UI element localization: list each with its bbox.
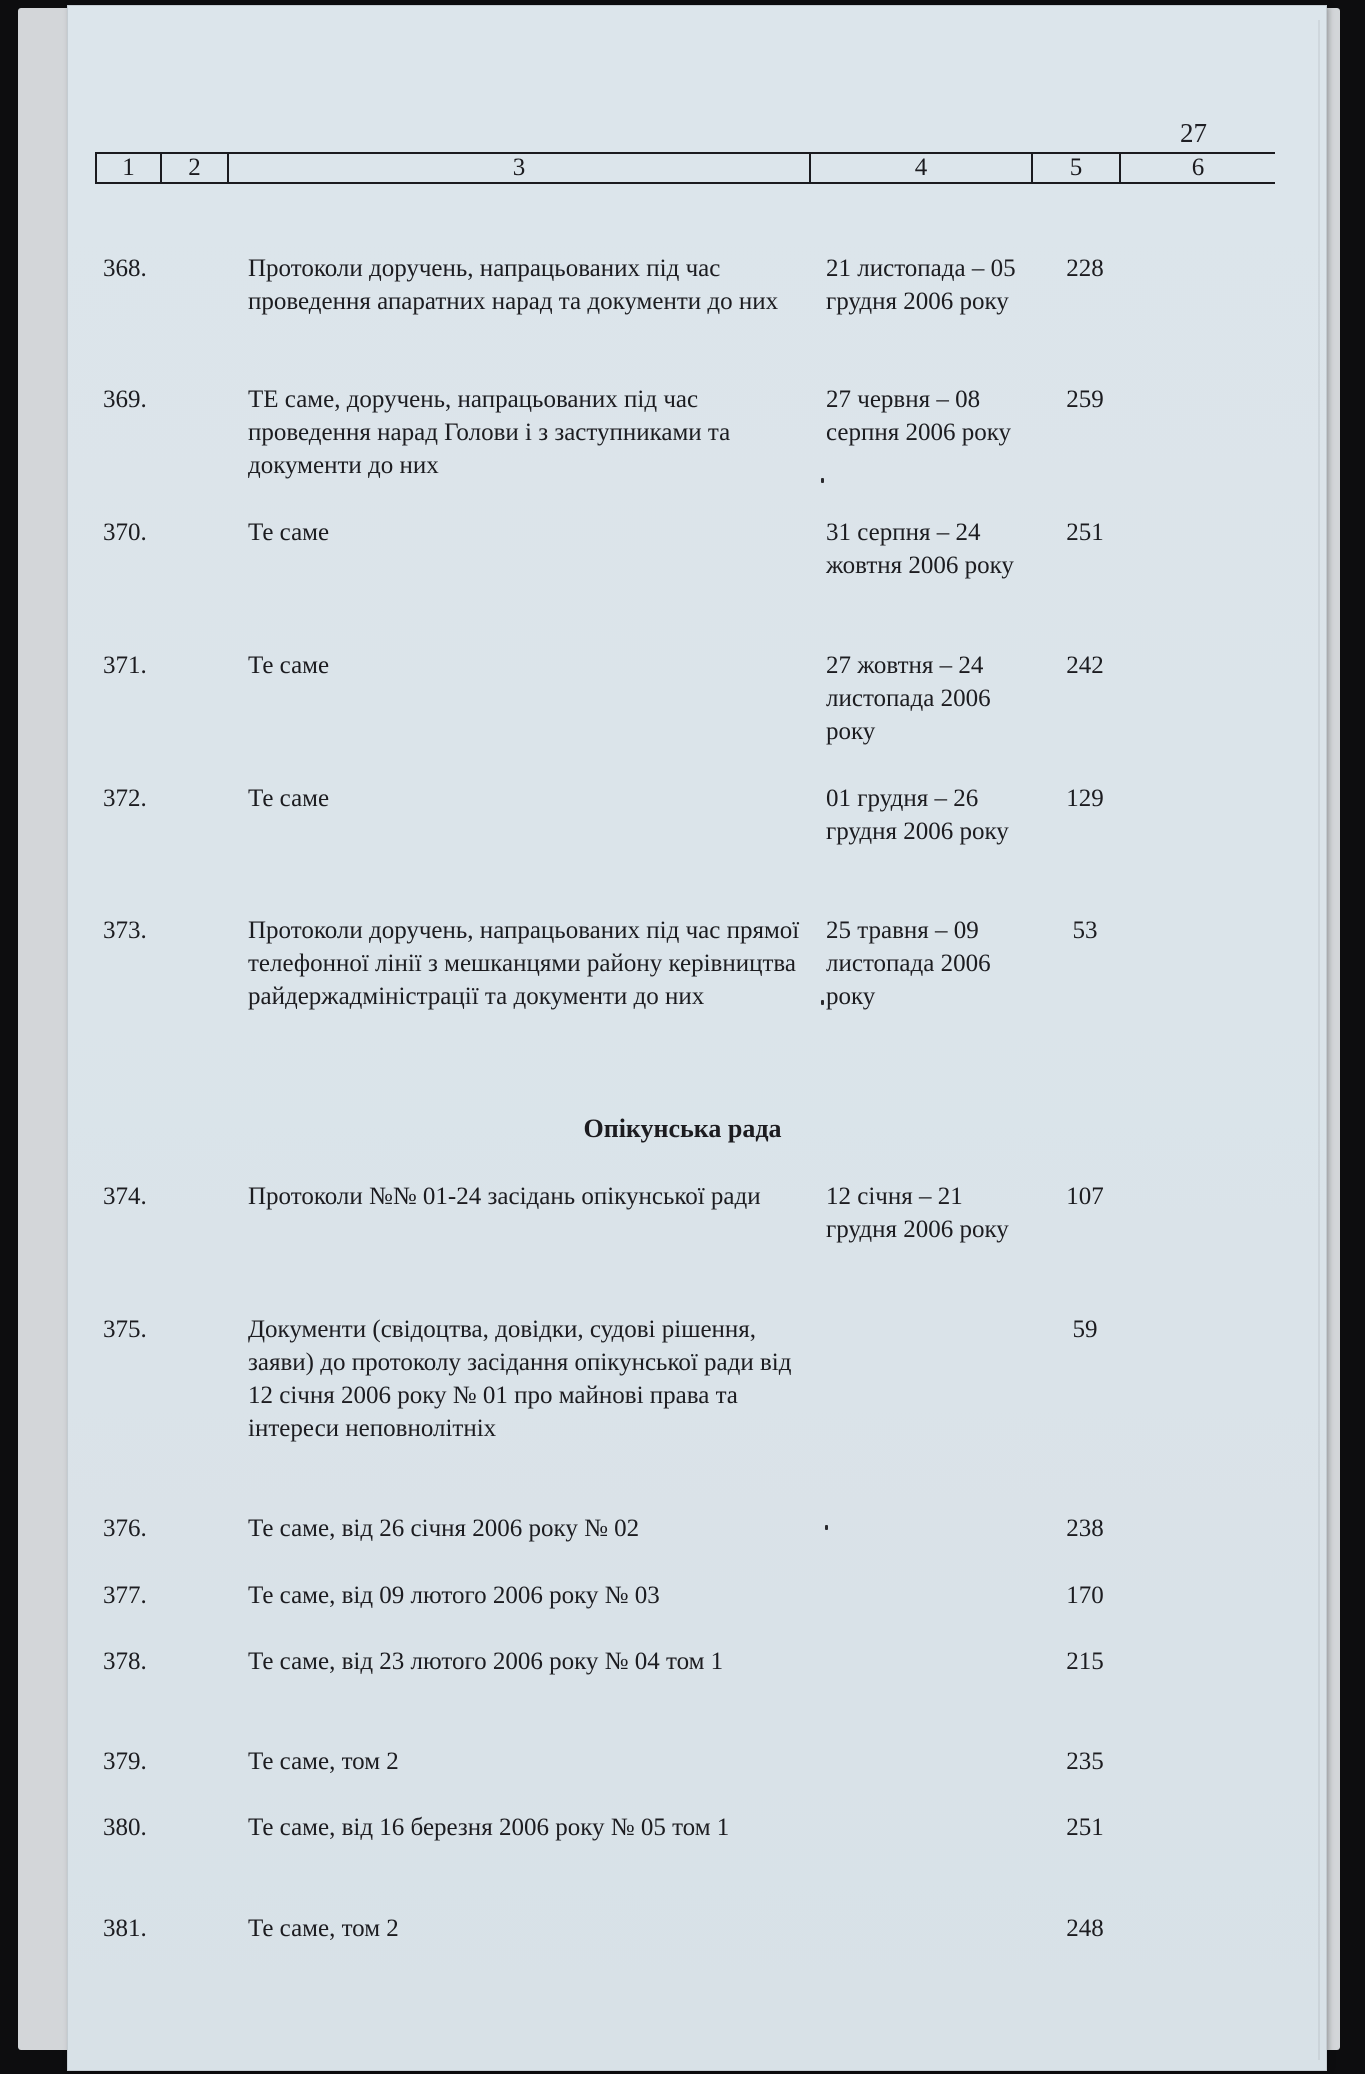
paper-speck — [821, 478, 824, 483]
entry-title: Документи (свідоцтва, довідки, судові рішення, заяви) до протоколу засідання опікунської ради від 12 січня 2006 року № 01 про майнові права та інтереси неповнолітніх — [248, 1316, 792, 1442]
entry-title: Те саме, том 2 — [248, 1748, 399, 1775]
entry-title: Те саме, від 16 березня 2006 року № 05 том 1 — [248, 1814, 730, 1841]
page-number: 27 — [1180, 118, 1207, 148]
entry-dates: 21 листопада – 05 грудня 2006 року — [826, 255, 1016, 315]
entry-title: Те саме, від 26 січня 2006 року № 02 — [248, 1515, 640, 1542]
header-col-2: 2 — [160, 154, 227, 182]
entry-number: 373. — [103, 917, 147, 944]
entry-title: Те саме — [248, 652, 330, 679]
entry-dates: 25 травня – 09 листопада 2006 року — [826, 917, 991, 1010]
entry-dates: 27 жовтня – 24 листопада 2006 року — [826, 652, 991, 745]
entry-sheets: 242 — [1066, 652, 1104, 679]
entry-number: 377. — [103, 1582, 147, 1609]
entry-title: ТЕ саме, доручень, напрацьованих під час проведення нарад Голови і з заступниками та документи до них — [248, 386, 731, 479]
paper-speck — [825, 1525, 828, 1530]
entry-sheets: 53 — [1072, 917, 1098, 944]
entry-number: 381. — [103, 1915, 147, 1942]
entry-sheets: 215 — [1066, 1648, 1104, 1675]
entry-number: 380. — [103, 1814, 147, 1841]
entry-dates: 01 грудня – 26 грудня 2006 року — [826, 785, 1009, 845]
entry-dates: 31 серпня – 24 жовтня 2006 року — [826, 519, 1014, 579]
entry-dates: 27 червня – 08 серпня 2006 року — [826, 386, 1012, 446]
page-edge-shadow — [1318, 20, 1320, 2060]
entry-sheets: 259 — [1066, 386, 1104, 413]
entry-sheets: 251 — [1066, 519, 1104, 546]
entry-sheets: 59 — [1072, 1316, 1098, 1343]
header-col-1: 1 — [95, 154, 160, 182]
entry-number: 374. — [103, 1183, 147, 1210]
column-header-row — [95, 152, 1275, 184]
header-col-4: 4 — [809, 154, 1031, 182]
entry-sheets: 107 — [1066, 1183, 1104, 1210]
entry-title: Те саме, від 09 лютого 2006 року № 03 — [248, 1582, 660, 1609]
entry-sheets: 129 — [1066, 785, 1104, 812]
entry-sheets: 251 — [1066, 1814, 1104, 1841]
header-col-3: 3 — [227, 154, 809, 182]
entry-title: Те саме, від 23 лютого 2006 року № 04 том 1 — [248, 1648, 724, 1675]
entry-sheets: 170 — [1066, 1582, 1104, 1609]
entry-sheets: 238 — [1066, 1515, 1104, 1542]
entry-number: 379. — [103, 1748, 147, 1775]
entry-sheets: 248 — [1066, 1915, 1104, 1942]
header-col-6: 6 — [1119, 154, 1275, 182]
entry-title: Те саме — [248, 519, 330, 546]
entry-title: Те саме, том 2 — [248, 1915, 399, 1942]
entry-number: 368. — [103, 255, 147, 282]
entry-number: 376. — [103, 1515, 147, 1542]
entry-sheets: 228 — [1066, 255, 1104, 282]
entry-number: 370. — [103, 519, 147, 546]
entry-number: 369. — [103, 386, 147, 413]
entry-dates: 12 січня – 21 грудня 2006 року — [826, 1183, 1009, 1243]
entry-number: 375. — [103, 1316, 147, 1343]
entry-number: 372. — [103, 785, 147, 812]
entry-number: 371. — [103, 652, 147, 679]
header-col-5: 5 — [1031, 154, 1119, 182]
entry-title: Те саме — [248, 785, 330, 812]
entry-title: Протоколи доручень, напрацьованих під час прямої телефонної лінії з мешканцями району керівництва райдержадміністрації та документи до них — [248, 917, 800, 1010]
entry-number: 378. — [103, 1648, 147, 1675]
paper-speck — [821, 1000, 824, 1005]
entry-sheets: 235 — [1066, 1748, 1104, 1775]
entry-title: Протоколи доручень, напрацьованих під час проведення апаратних нарад та документи до них — [248, 255, 779, 315]
section-title: Опікунська рада — [583, 1114, 782, 1143]
entry-title: Протоколи №№ 01-24 засідань опікунської ради — [248, 1183, 761, 1210]
